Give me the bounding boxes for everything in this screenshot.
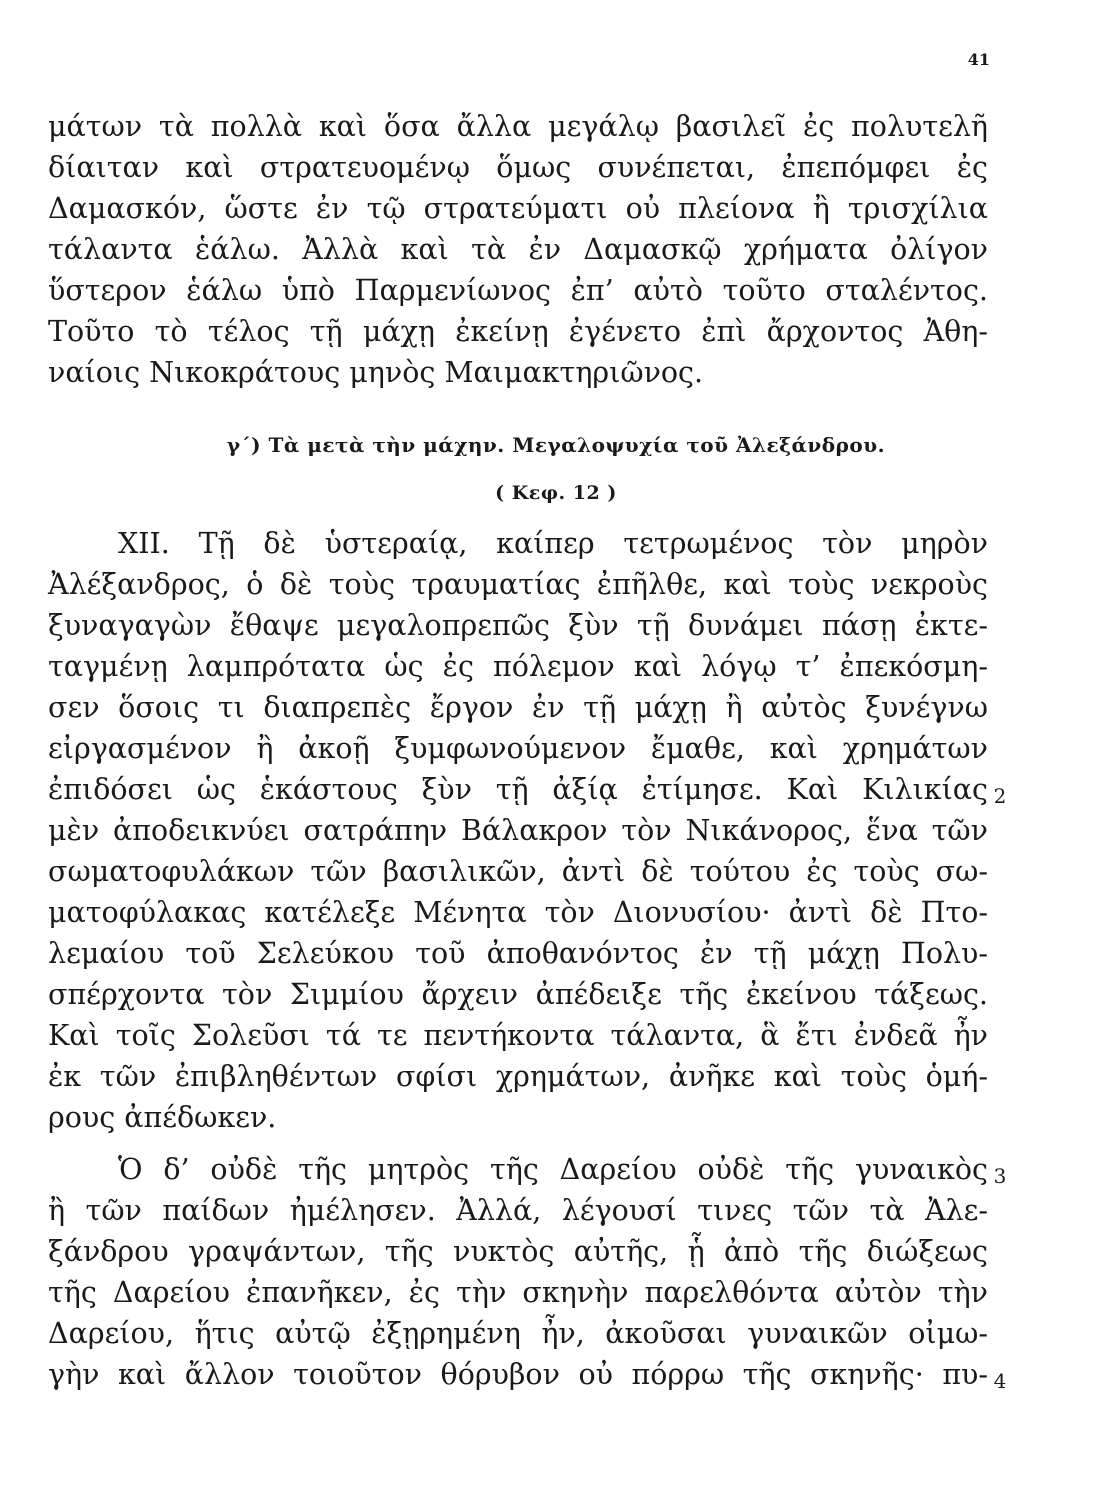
text-line: μὲν ἀποδεικνύει σατράπην Βάλακρον τὸν Νικάνορος, ἕνα τῶν <box>48 814 988 847</box>
text-line: Δαρείου, ἥτις αὐτῷ ἐξῃρημένη ἦν, ἀκοῦσαι γυναικῶν οἰμω- <box>48 1317 988 1350</box>
page-number: 41 <box>967 50 990 69</box>
text-line: ξυναγαγὼν ἔθαψε μεγαλοπρεπῶς ξὺν τῇ δυνάμει πάσῃ ἐκτε- <box>48 609 988 642</box>
text-line: λεμαίου τοῦ Σελεύκου τοῦ ἀποθανόντος ἐν τῇ μάχῃ Πολυ- <box>48 937 988 970</box>
text-line: ὕστερον ἑάλω ὑπὸ Παρμενίωνος ἐπ’ αὐτὸ τοῦτο σταλέντος. <box>48 274 988 307</box>
text-line: Ἀλέξανδρος, ὁ δὲ τοὺς τραυματίας ἐπῆλθε, καὶ τοὺς νεκροὺς <box>48 568 988 601</box>
text-line: ταγμένῃ λαμπρότατα ὡς ἐς πόλεμον καὶ λόγῳ τ’ ἐπεκόσμη- <box>48 650 988 683</box>
text-line: τάλαντα ἑάλω. Ἀλλὰ καὶ τὰ ἐν Δαμασκῷ χρήματα ὀλίγον <box>48 233 988 266</box>
text-line: ἐπιδόσει ὡς ἑκάστους ξὺν τῇ ἀξίᾳ ἐτίμησε. Καὶ Κιλικίας <box>48 773 988 806</box>
text-line: ἐκ τῶν ἐπιβληθέντων σφίσι χρημάτων, ἀνῆκε καὶ τοὺς ὁμή- <box>48 1060 988 1093</box>
margin-section-number: 4 <box>993 1369 1007 1393</box>
text-line: Τοῦτο τὸ τέλος τῇ μάχῃ ἐκείνῃ ἐγένετο ἐπὶ ἄρχοντος Ἀθη- <box>48 315 988 348</box>
text-line: ἢ τῶν παίδων ἠμέλησεν. Ἀλλά, λέγουσί τινες τῶν τὰ Ἀλε- <box>48 1194 988 1227</box>
text-line: Δαμασκόν, ὥστε ἐν τῷ στρατεύματι οὐ πλείονα ἢ τρισχίλια <box>48 192 988 225</box>
text-line: σπέρχοντα τὸν Σιμμίου ἄρχειν ἀπέδειξε τῆς ἐκείνου τάξεως. <box>48 978 988 1011</box>
text-line: ναίοις Νικοκράτους μηνὸς Μαιμακτηριῶνος. <box>48 356 704 389</box>
text-line: ΧΙΙ. Τῇ δὲ ὑστεραίᾳ, καίπερ τετρωμένος τὸν μηρὸν <box>118 527 988 560</box>
text-line: ματοφύλακας κατέλεξε Μένητα τὸν Διονυσίου· ἀντὶ δὲ Πτο- <box>48 896 988 929</box>
text-line: τῆς Δαρείου ἐπανῆκεν, ἐς τὴν σκηνὴν παρελθόντα αὐτὸν τὴν <box>48 1276 988 1309</box>
text-line: γὴν καὶ ἄλλον τοιοῦτον θόρυβον οὐ πόρρω τῆς σκηνῆς· πυ- <box>48 1358 988 1391</box>
text-line: δίαιταν καὶ στρατευομένῳ ὅμως συνέπεται, ἐπεπόμφει ἐς <box>48 151 988 184</box>
margin-section-number: 2 <box>993 784 1007 808</box>
text-line: σωματοφυλάκων τῶν βασιλικῶν, ἀντὶ δὲ τούτου ἐς τοὺς σω- <box>48 855 988 888</box>
text-line: εἰργασμένον ἢ ἀκοῇ ξυμφωνούμενον ἔμαθε, καὶ χρημάτων <box>48 732 988 765</box>
margin-section-number: 3 <box>993 1164 1007 1188</box>
text-line: σεν ὅσοις τι διαπρεπὲς ἔργον ἐν τῇ μάχῃ ἢ αὐτὸς ξυνέγνω <box>48 691 988 724</box>
text-line: μάτων τὰ πολλὰ καὶ ὅσα ἄλλα μεγάλῳ βασιλεῖ ἐς πολυτελῆ <box>48 110 988 143</box>
text-line: ρους ἀπέδωκεν. <box>48 1101 277 1134</box>
section-heading: γ΄) Τὰ μετὰ τὴν μάχην. Μεγαλοψυχία τοῦ Ἀλεξάνδρου. <box>226 433 886 457</box>
text-line: Καὶ τοῖς Σολεῦσι τά τε πεντήκοντα τάλαντα, ἃ ἔτι ἐνδεᾶ ἦν <box>48 1019 988 1052</box>
text-line: ξάνδρου γραψάντων, τῆς νυκτὸς αὐτῆς, ᾗ ἀπὸ τῆς διώξεως <box>48 1235 988 1268</box>
text-line: Ὁ δ’ οὐδὲ τῆς μητρὸς τῆς Δαρείου οὐδὲ τῆς γυναικὸς <box>118 1153 988 1186</box>
chapter-reference: ( Κεφ. 12 ) <box>495 482 617 504</box>
